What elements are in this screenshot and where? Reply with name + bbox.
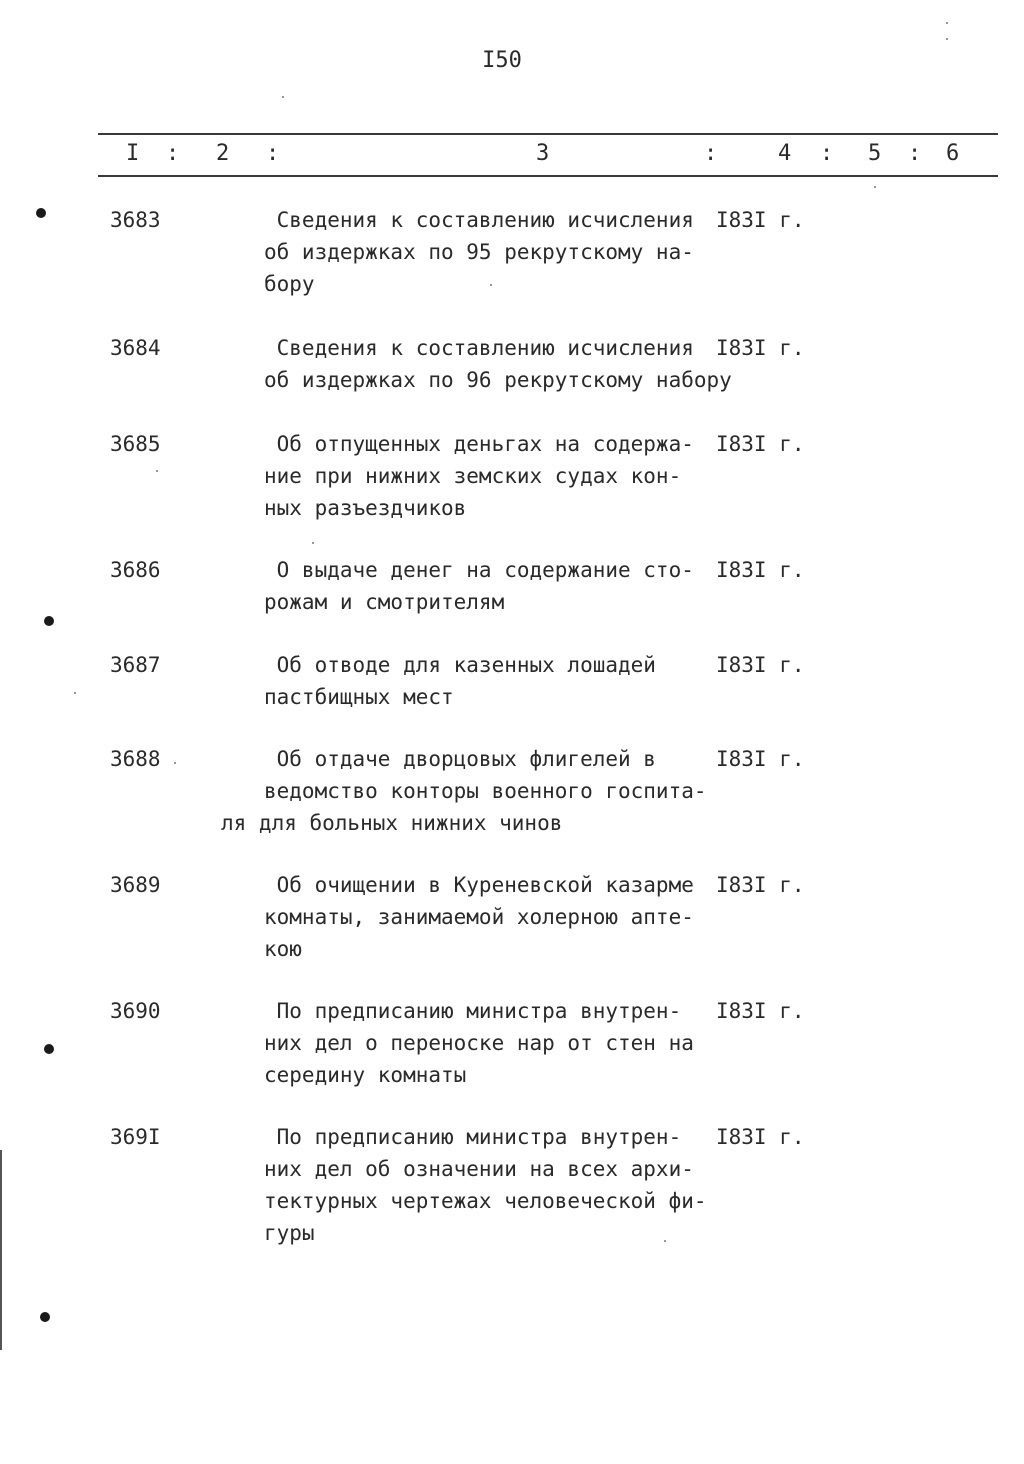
header-sep-3: : — [704, 141, 718, 166]
scan-speck — [156, 470, 158, 472]
title-line: них дел об означении на всех архи- — [264, 1157, 694, 1181]
title-line: тектурных чертежах человеческой фи- — [264, 1189, 707, 1213]
item-year: I83I г. — [716, 558, 805, 582]
title-line: бору — [264, 272, 315, 296]
item-title — [0, 869, 1024, 965]
header-col-4: 4 — [778, 141, 792, 166]
punch-hole — [40, 1312, 50, 1322]
title-line: Об отпущенных деньгах на содержа- — [264, 432, 694, 456]
title-line: Сведения к составлению исчисления — [264, 336, 694, 360]
title-line: ние при нижних земских судах кон- — [264, 464, 682, 488]
punch-hole — [44, 616, 54, 626]
list-item — [0, 649, 1024, 743]
item-number: 3684 — [110, 336, 161, 360]
item-number: 3689 — [110, 873, 161, 897]
header-col-2: 2 — [216, 141, 230, 166]
scan-speck — [946, 38, 948, 40]
list-item — [0, 204, 1024, 332]
header-sep-1: : — [166, 141, 180, 166]
item-title — [0, 332, 1024, 396]
punch-hole — [36, 208, 46, 218]
header-sep-2: : — [266, 141, 280, 166]
title-line: Сведения к составлению исчисления — [264, 208, 694, 232]
item-title — [0, 743, 1024, 839]
item-year: I83I г. — [716, 208, 805, 232]
title-line: ля для больных нижних чинов — [221, 811, 563, 835]
title-line: середину комнаты — [264, 1063, 467, 1087]
list-item — [0, 332, 1024, 428]
scan-speck — [664, 1240, 666, 1242]
item-number: 3683 — [110, 208, 161, 232]
title-line: об издержках по 95 рекрутскому на- — [264, 240, 694, 264]
scan-speck — [874, 186, 876, 188]
inventory-list — [0, 204, 1024, 1251]
scan-speck — [174, 762, 176, 764]
list-item — [0, 428, 1024, 554]
title-line: гуры — [264, 1221, 315, 1245]
title-line: них дел о переноске нар от стен на — [264, 1031, 694, 1055]
scan-edge-line — [0, 1150, 2, 1350]
title-line: Об отдаче дворцовых флигелей в — [264, 747, 656, 771]
item-title — [0, 204, 1024, 300]
scan-speck — [490, 284, 492, 286]
scan-speck — [74, 692, 76, 694]
item-year: I83I г. — [716, 432, 805, 456]
item-year: I83I г. — [716, 1125, 805, 1149]
list-item — [0, 554, 1024, 649]
item-year: I83I г. — [716, 653, 805, 677]
scan-speck — [282, 96, 284, 98]
title-line: Об отводе для казенных лошадей — [264, 653, 656, 677]
title-line: ных разъездчиков — [264, 496, 467, 520]
title-line: об издержках по 96 рекрутскому набору — [264, 368, 732, 392]
title-line: О выдаче денег на содержание сто- — [264, 558, 694, 582]
item-title — [0, 428, 1024, 524]
item-title — [0, 649, 1024, 713]
header-col-1: I — [126, 141, 140, 166]
header-sep-5: : — [908, 141, 922, 166]
title-line: По предписанию министра внутрен- — [264, 999, 682, 1023]
item-number: 3687 — [110, 653, 161, 677]
header-sep-4: : — [820, 141, 834, 166]
item-title — [0, 1121, 1024, 1249]
item-number: 3686 — [110, 558, 161, 582]
title-line: Об очищении в Куреневской казарме — [264, 873, 694, 897]
table-top-rule — [98, 133, 998, 135]
list-item — [0, 743, 1024, 869]
list-item — [0, 995, 1024, 1121]
title-line: кою — [264, 937, 302, 961]
item-year: I83I г. — [716, 336, 805, 360]
item-year: I83I г. — [716, 747, 805, 771]
item-number: 3685 — [110, 432, 161, 456]
list-item — [0, 1121, 1024, 1251]
table-header-rule — [98, 175, 998, 177]
punch-hole — [44, 1044, 54, 1054]
item-title — [0, 554, 1024, 618]
scan-speck — [312, 542, 314, 544]
title-line: пастбищных мест — [264, 685, 454, 709]
item-number: 3690 — [110, 999, 161, 1023]
title-line: рожам и смотрителям — [264, 590, 505, 614]
item-year: I83I г. — [716, 873, 805, 897]
title-line: По предписанию министра внутрен- — [264, 1125, 682, 1149]
page-number: I50 — [482, 48, 522, 73]
scan-speck — [946, 22, 948, 24]
title-line: комнаты, занимаемой холерною апте- — [264, 905, 694, 929]
list-item — [0, 869, 1024, 995]
item-title — [0, 995, 1024, 1091]
table-header — [0, 141, 1024, 171]
title-line: ведомство конторы военного госпита- — [264, 779, 707, 803]
header-col-5: 5 — [868, 141, 882, 166]
header-col-6: 6 — [946, 141, 960, 166]
header-col-3: 3 — [536, 141, 550, 166]
item-year: I83I г. — [716, 999, 805, 1023]
item-number: 3688 — [110, 747, 161, 771]
item-number: 369I — [110, 1125, 161, 1149]
